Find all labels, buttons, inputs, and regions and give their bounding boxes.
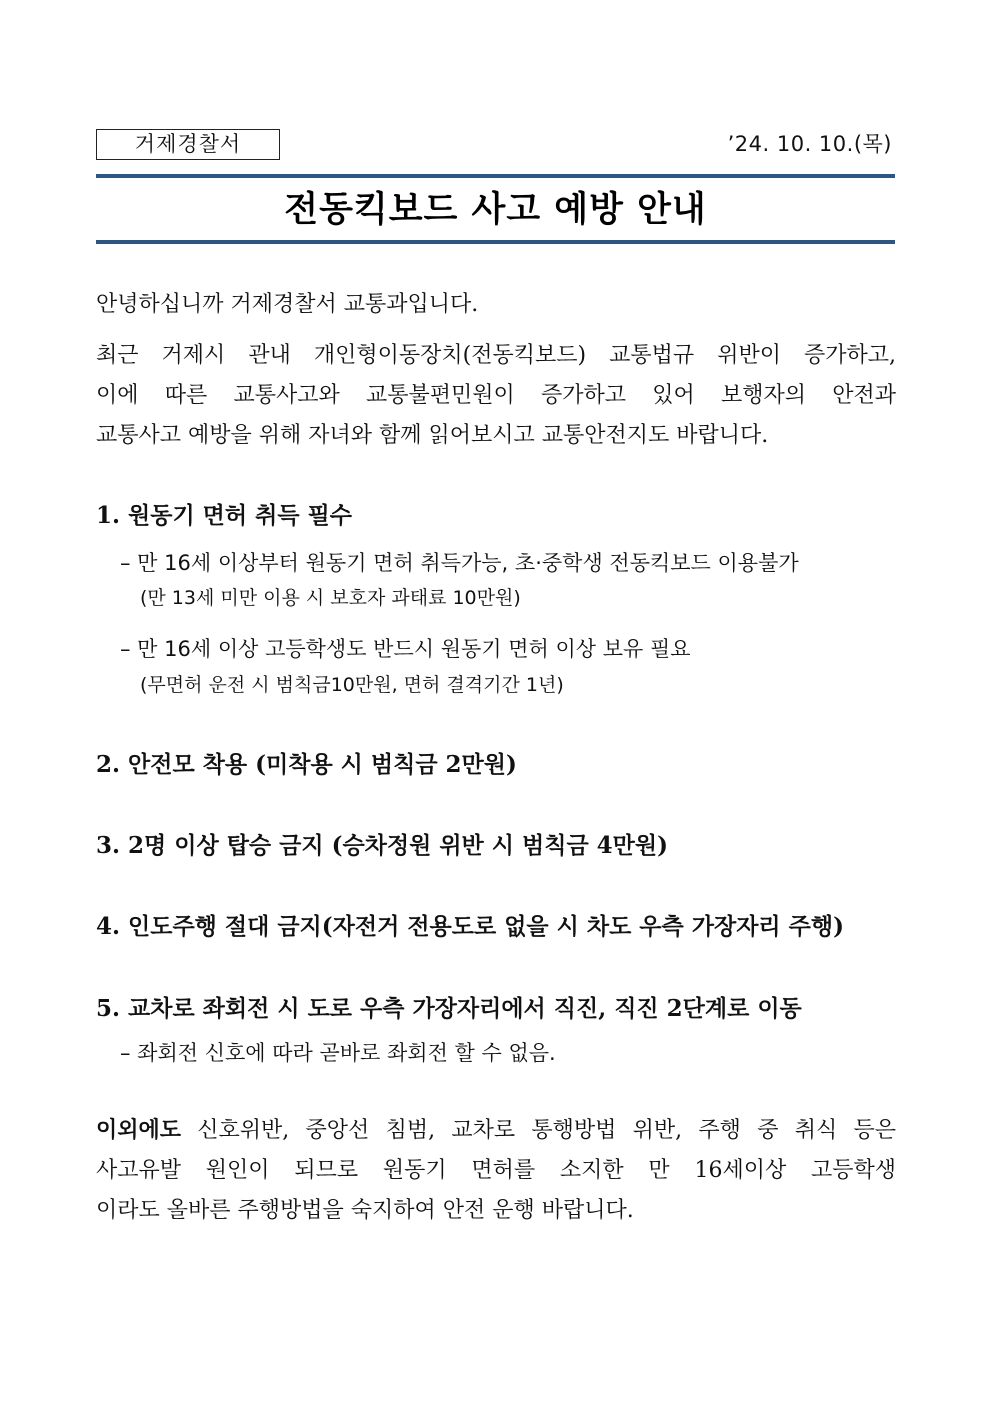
intro-line-1: 최근 거제시 관내 개인형이동장치(전동킥보드) 교통법규 위반이 증가하고, xyxy=(96,343,896,368)
closing-line-3: 이라도 올바른 주행방법을 숙지하여 안전 운행 바랍니다. xyxy=(96,1198,634,1223)
section-note: (만 13세 미만 이용 시 보호자 과태료 10만원) xyxy=(140,587,521,609)
closing-line-1-rest: 신호위반, 중앙선 침범, 교차로 통행방법 위반, 주행 중 취식 등은 xyxy=(181,1118,896,1143)
closing-lead: 이외에도 xyxy=(96,1117,182,1143)
intro-line-2: 이에 따른 교통사고와 교통불편민원이 증가하고 있어 보행자의 안전과 xyxy=(96,383,896,408)
section-heading: 5. 교차로 좌회전 시 도로 우측 가장자리에서 직진, 직진 2단계로 이동 xyxy=(96,995,802,1022)
document-title: 전동킥보드 사고 예방 안내 xyxy=(284,190,707,230)
section-note: (무면허 운전 시 범칙금10만원, 면허 결격기간 1년) xyxy=(140,674,564,696)
title-rule-top xyxy=(96,174,895,178)
title-rule-bottom xyxy=(96,240,895,244)
section-bullet: – 좌회전 신호에 따라 곧바로 좌회전 할 수 없음. xyxy=(120,1041,556,1065)
section-bullet: – 만 16세 이상 고등학생도 반드시 원동기 면허 이상 보유 필요 xyxy=(120,637,691,661)
organization-label: 거제경찰서 xyxy=(96,129,280,160)
document-date: ’24. 10. 10.(목) xyxy=(727,132,892,156)
section-3-heading: 3. 2명 이상 탑승 금지 (승차정원 위반 시 범칙금 4만원) xyxy=(96,832,668,859)
section-2-heading: 2. 안전모 착용 (미착용 시 범칙금 2만원) xyxy=(96,751,517,778)
section-heading: 1. 원동기 면허 취득 필수 xyxy=(96,502,353,529)
section-bullet: – 만 16세 이상부터 원동기 면허 취득가능, 초·중학생 전동킥보드 이용불가 xyxy=(120,551,799,575)
closing-line-2: 사고유발 원인이 되므로 원동기 면허를 소지한 만 16세이상 고등학생 xyxy=(96,1158,896,1183)
intro-line-3: 교통사고 예방을 위해 자녀와 함께 읽어보시고 교통안전지도 바랍니다. xyxy=(96,423,769,448)
greeting-text: 안녕하십니까 거제경찰서 교통과입니다. xyxy=(96,292,479,317)
section-4-heading: 4. 인도주행 절대 금지(자전거 전용도로 없을 시 차도 우측 가장자리 주행) xyxy=(96,913,844,940)
closing-line-1 xyxy=(96,1108,896,1153)
